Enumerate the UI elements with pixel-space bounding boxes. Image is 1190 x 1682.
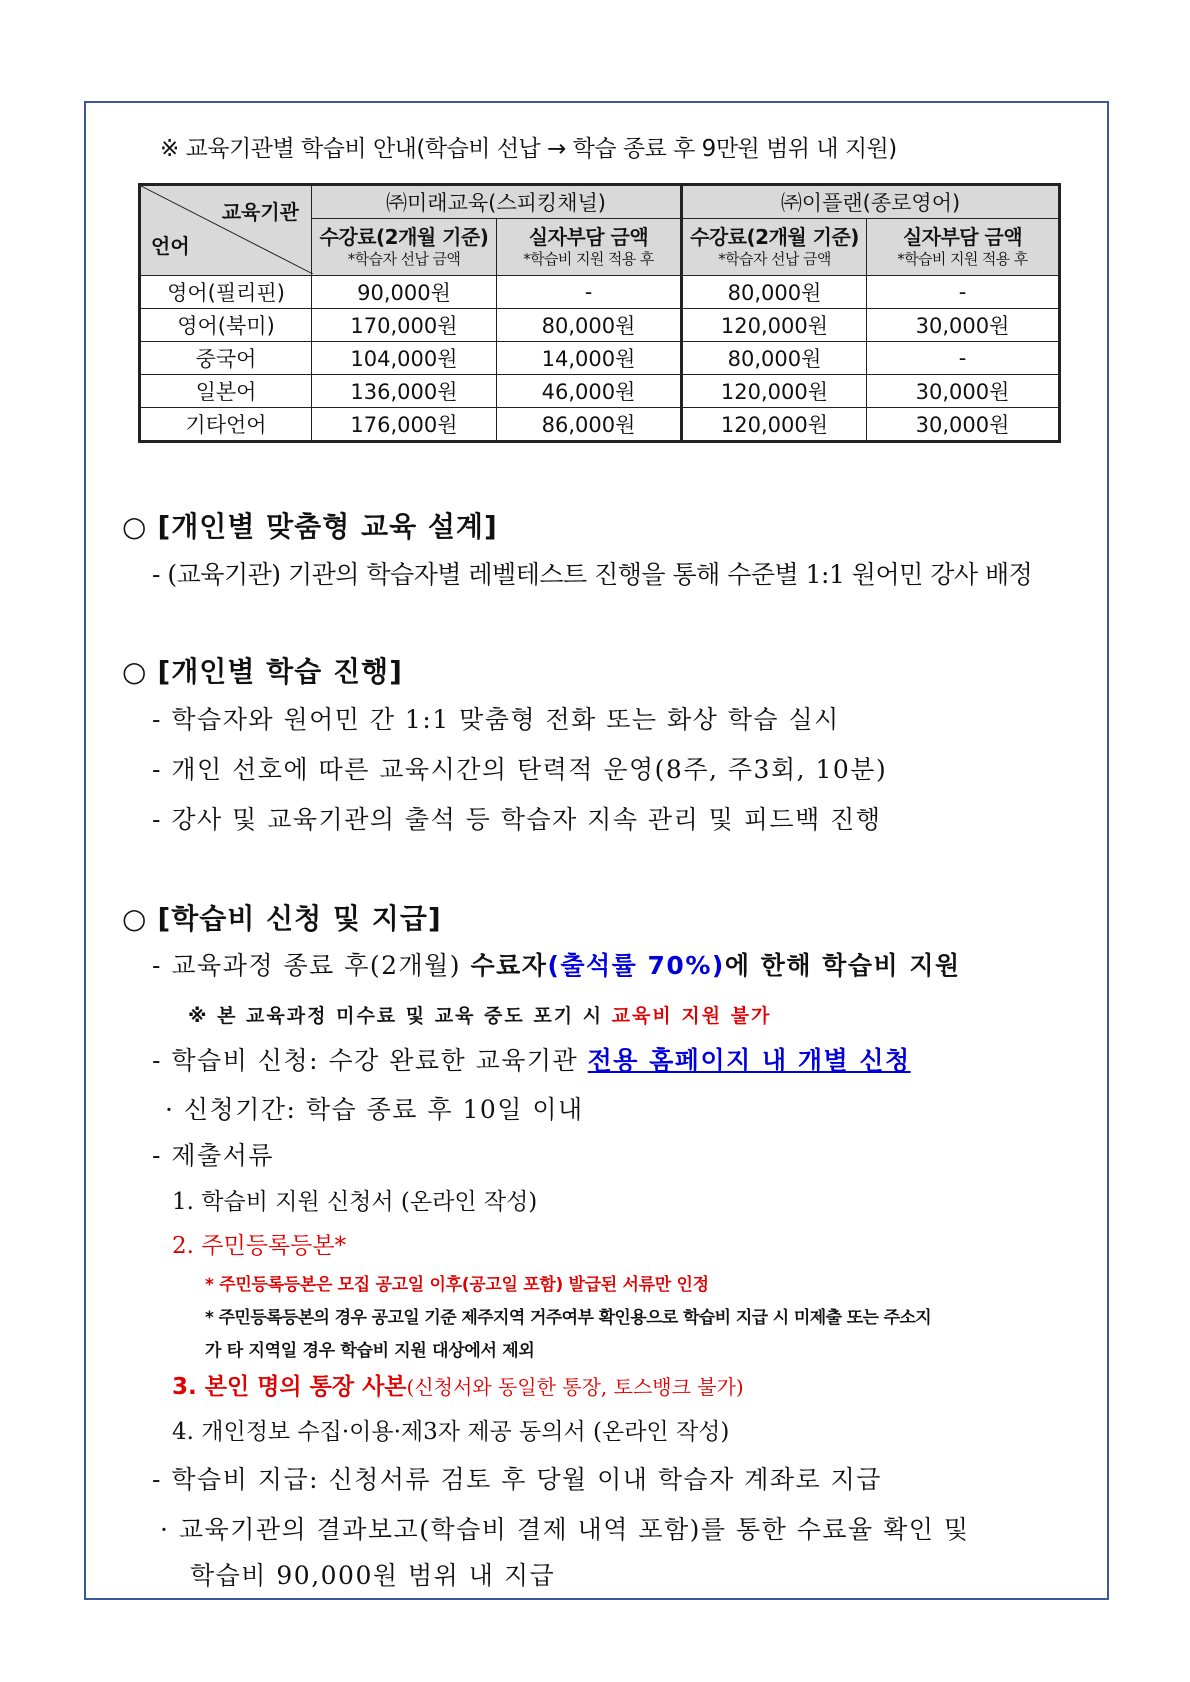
language-cell: 영어(필리핀) [140,276,312,309]
table-row [140,276,1060,309]
text-span: - 학습비 신청: 수강 완료한 교육기관 [152,1046,588,1075]
language-cell: 영어(북미) [140,309,312,342]
section3-line-apply [152,1041,911,1077]
value-cell: 120,000원 [682,375,867,408]
value-cell: 30,000원 [867,375,1060,408]
text-span: 에 한해 학습비 지원 [724,951,961,980]
corner-label-org: 교육기관 [221,200,299,224]
section-title: [학습비 신청 및 지급] [157,902,442,935]
section-title: [개인별 맞춤형 교육 설계] [157,510,498,543]
doc-note: * 주민등록등본은 모집 공고일 이후(공고일 포함) 발급된 서류만 인정 [205,1275,709,1295]
notice-text: 교육기관별 학습비 안내(학습비 선납 → 학습 종료 후 9만원 범위 내 지원) [185,136,897,162]
value-cell: 80,000원 [682,342,867,375]
fee-table [138,183,1061,443]
section3-line-period: · 신청기간: 학습 종료 후 10일 이내 [165,1095,584,1124]
section2-line: - 강사 및 교육기관의 출석 등 학습자 지속 관리 및 피드백 진행 [152,805,882,834]
table-row [140,342,1060,375]
section-heading [122,650,403,690]
section2-line: - 개인 선호에 따른 교육시간의 탄력적 운영(8주, 주3회, 10분) [152,755,888,784]
notice-mark: ※ [160,136,179,162]
value-cell: 90,000원 [312,276,497,309]
section2-line: - 학습자와 원어민 간 1:1 맞춤형 전화 또는 화상 학습 실시 [152,705,840,734]
table-row [140,375,1060,408]
value-cell: 30,000원 [867,309,1060,342]
section-heading [122,897,442,937]
table-row [140,408,1060,442]
value-cell: 104,000원 [312,342,497,375]
doc-item: 1. 학습비 지원 신청서 (온라인 작성) [172,1189,538,1215]
section-heading [122,505,498,545]
value-cell: 120,000원 [682,408,867,442]
value-cell: - [497,276,682,309]
section1-line: - (교육기관) 기관의 학습자별 레벨테스트 진행을 통해 수준별 1:1 원어민 강사 배정 [152,560,1033,589]
column-header: 실자부담 금액 *학습비 지원 적용 후 [497,219,682,276]
text-span: ※ 본 교육과정 미수료 및 교육 중도 포기 시 [188,1005,612,1027]
value-cell: - [867,342,1060,375]
section-title: [개인별 학습 진행] [157,655,403,688]
column-header: 수강료(2개월 기준) *학습자 선납 금액 [312,219,497,276]
language-cell: 중국어 [140,342,312,375]
value-cell: 170,000원 [312,309,497,342]
text-span: (신청서와 동일한 통장, 토스뱅크 불가) [406,1375,744,1399]
value-cell: 86,000원 [497,408,682,442]
value-cell: 80,000원 [682,276,867,309]
value-cell: 46,000원 [497,375,682,408]
text-span: 3. 본인 명의 통장 사본 [172,1374,407,1400]
value-cell: 14,000원 [497,342,682,375]
value-cell: 136,000원 [312,375,497,408]
circle-bullet: ○ [122,902,148,935]
fee-notice [160,130,897,163]
value-cell: 30,000원 [867,408,1060,442]
value-cell: - [867,276,1060,309]
section3-line-support [152,946,961,982]
section3-line-report: · 교육기관의 결과보고(학습비 결제 내역 포함)를 통한 수료율 확인 및 [160,1515,970,1544]
value-cell: 120,000원 [682,309,867,342]
section3-note [188,1001,771,1028]
language-cell: 기타언어 [140,408,312,442]
value-cell: 176,000원 [312,408,497,442]
doc-item [172,1368,744,1401]
table-row [140,309,1060,342]
doc-note: * 주민등록등본의 경우 공고일 기준 제주지역 거주여부 확인용으로 학습비 지급 시 미제출 또는 주소지 [205,1308,932,1328]
value-cell: 80,000원 [497,309,682,342]
text-span: 교육비 지원 불가 [611,1005,772,1027]
text-span: 수료자 [470,951,548,980]
circle-bullet: ○ [122,510,148,543]
section3-line-report-cont: 학습비 90,000원 범위 내 지급 [190,1561,556,1590]
org-header: ㈜이플랜(종로영어) [682,185,1060,219]
homepage-link[interactable]: 전용 홈페이지 내 개별 신청 [587,1046,911,1075]
language-cell: 일본어 [140,375,312,408]
circle-bullet: ○ [122,655,148,688]
column-header: 수강료(2개월 기준) *학습자 선납 금액 [682,219,867,276]
doc-note: 가 타 지역일 경우 학습비 지원 대상에서 제외 [205,1341,535,1361]
text-span: (출석률 70%) [547,951,725,980]
column-header: 실자부담 금액 *학습비 지원 적용 후 [867,219,1060,276]
doc-item: 4. 개인정보 수집·이용·제3자 제공 동의서 (온라인 작성) [172,1419,730,1445]
corner-label-lang: 언어 [151,234,190,258]
text-span: - 교육과정 종료 후(2개월) [152,951,471,980]
section3-line-payment: - 학습비 지급: 신청서류 검토 후 당월 이내 학습자 계좌로 지급 [152,1465,882,1494]
table-corner-cell [140,185,312,276]
section3-line-docs: - 제출서류 [152,1141,274,1170]
doc-item: 2. 주민등록등본* [172,1233,347,1259]
org-header: ㈜미래교육(스피킹채널) [312,185,682,219]
